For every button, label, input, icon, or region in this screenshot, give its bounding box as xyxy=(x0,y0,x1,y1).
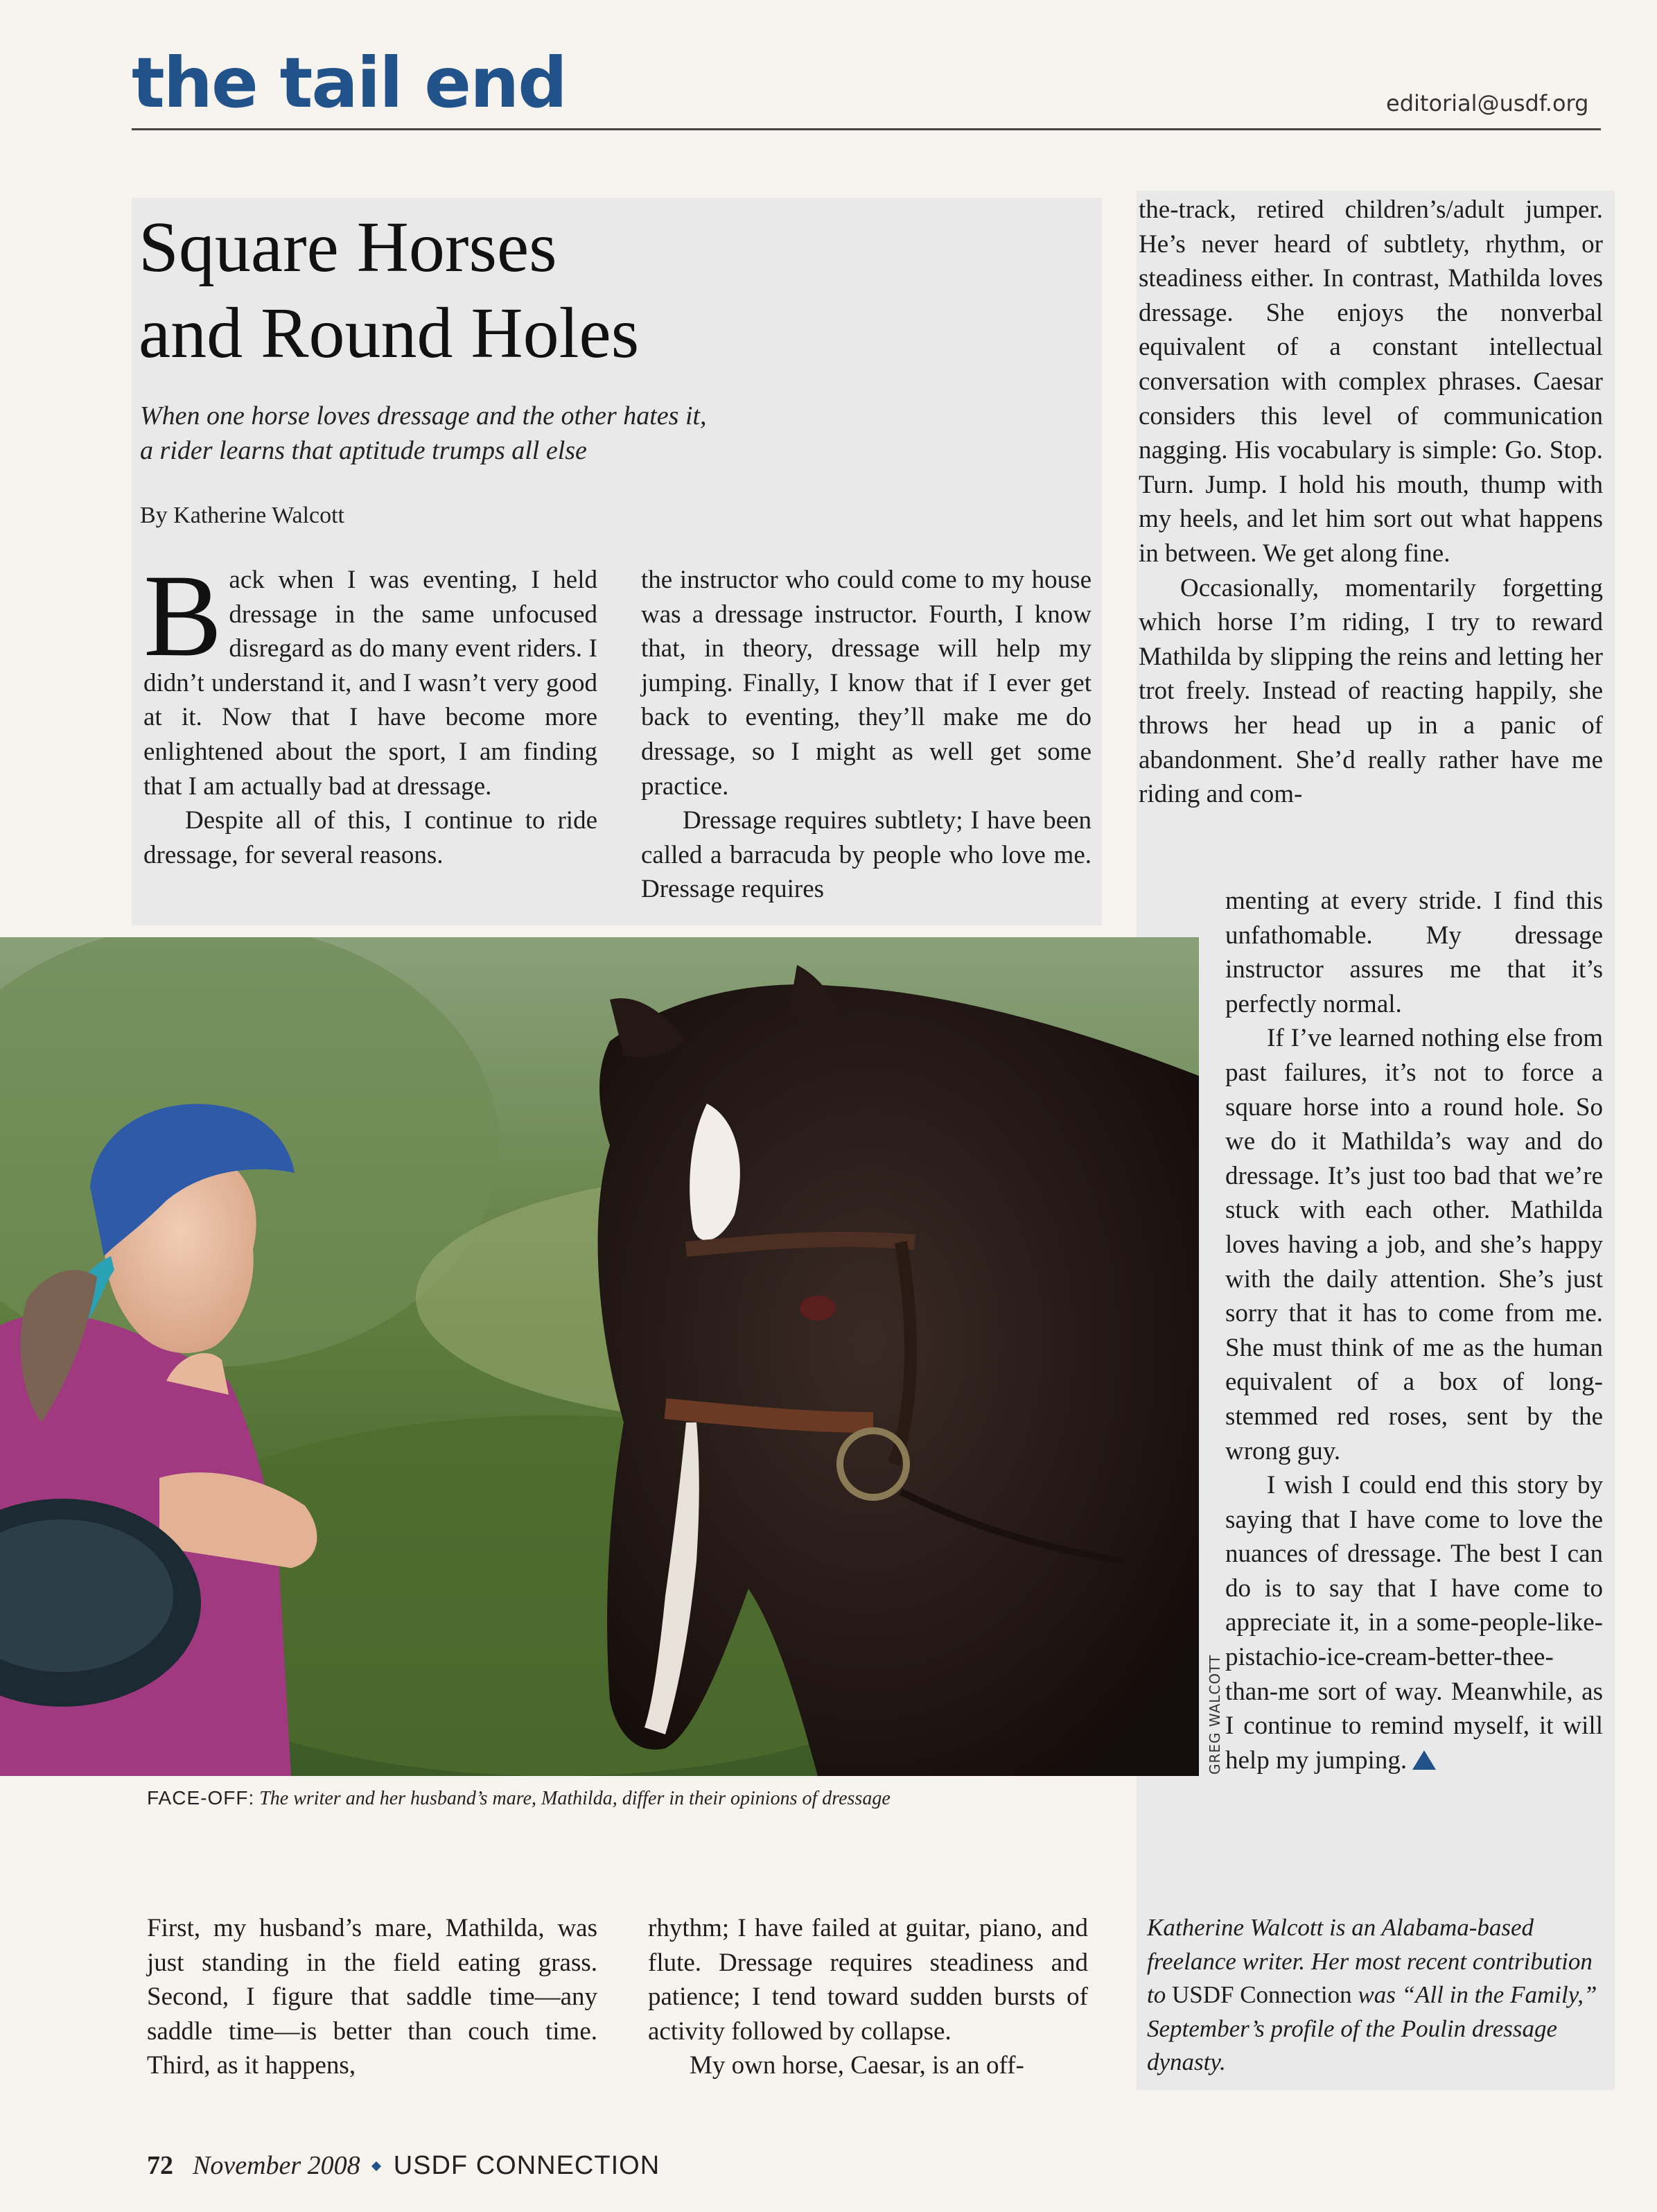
column-a xyxy=(143,550,597,872)
page-footer xyxy=(147,2150,660,2181)
paragraph xyxy=(143,550,597,803)
paragraph-text: ack when I was eventing, I held dressage in the same unfocused disregard as do many event riders. I didn’t understand it, and I wasn’t very good at it. Now that I have become more enlightened about the sport, I am finding that I am actually bad at dressage. xyxy=(143,566,597,801)
paragraph: Occasionally, momentarily forgetting which horse I’m riding, I try to reward Mathilda by slipping the reins and letting her trot freely. Instead of reacting happily, she throws her head up in a panic of abandonment. She’d really rather have me riding and com- xyxy=(1139,573,1603,809)
byline: By Katherine Walcott xyxy=(140,503,344,528)
header-email: editorial@usdf.org xyxy=(1386,90,1589,116)
page-number: 72 xyxy=(147,2151,173,2180)
drop-cap: B xyxy=(143,550,222,681)
photo-credit-text: GREG WALCOTT xyxy=(1207,1654,1223,1775)
end-triangle-icon xyxy=(1412,1750,1436,1770)
bio-text: was “All in the Family,” September’s profile of the Poulin dressage dynasty. xyxy=(1147,1981,1597,2076)
column-b-lower xyxy=(648,1911,1088,2083)
caption-text: The writer and her husband’s mare, Mathilda, differ in their opinions of dressage xyxy=(259,1788,891,1809)
headline-line-1: Square Horses xyxy=(139,207,557,287)
paragraph: the instructor who could come to my house was a dressage instructor. Fourth, I know that, in theory, dressage will help my jumping. Finally, I know that if I ever get back to eventing, they’ll make me do dressage, so I might as well get some practice. xyxy=(641,566,1091,801)
column-b xyxy=(641,563,1091,907)
column-c-continued xyxy=(1225,884,1603,1777)
diamond-icon xyxy=(371,2161,381,2171)
article-headline xyxy=(139,204,1109,376)
paragraph: Dressage requires subtlety; I have been called a barracuda by people who love me. Dressage requires xyxy=(641,806,1091,904)
column-c xyxy=(1139,193,1603,812)
paragraph xyxy=(1225,1468,1603,1777)
photo-caption xyxy=(147,1787,891,1810)
photo-illustration xyxy=(0,937,1199,1776)
column-a-lower xyxy=(147,1911,597,2083)
paragraph: My own horse, Caesar, is an off- xyxy=(690,2051,1024,2080)
photo-credit xyxy=(1201,1643,1222,1775)
paragraph: the-track, retired children’s/adult jumper. He’s never heard of subtlety, rhythm, or steadiness either. In contrast, Mathilda loves dressage. She enjoys the nonverbal equivalent of a constant intellectual conversation with complex phrases. Caesar considers this level of communication nagging. His vocabulary is simple: Go. Stop. Turn. Jump. I hold his mouth, thump with my heels, and let him sort out what happens in between. We get along fine. xyxy=(1139,195,1603,568)
author-bio xyxy=(1147,1911,1604,2080)
caption-lead: FACE-OFF: xyxy=(147,1787,255,1809)
deck-line-2: a rider learns that aptitude trumps all else xyxy=(140,436,587,465)
bio-publication: USDF Connection xyxy=(1171,1981,1352,2009)
headline-line-2: and Round Holes xyxy=(139,293,640,373)
paragraph: menting at every stride. I find this unfathomable. My dressage instructor assures me that it’s perfectly normal. xyxy=(1225,887,1603,1018)
header-divider xyxy=(132,128,1601,130)
paragraph: Despite all of this, I continue to ride dressage, for several reasons. xyxy=(143,806,597,869)
publication-name: USDF CONNECTION xyxy=(393,2151,660,2180)
article-photo xyxy=(0,937,1199,1776)
deck-line-1: When one horse loves dressage and the other hates it, xyxy=(140,401,707,430)
bio-text: Katherine Walcott is an Alabama-based freelance writer. Her most recent contribution to xyxy=(1147,1914,1593,2009)
paragraph-text: I wish I could end this story by saying that I have come to love the nuances of dressage. The best I can do is to say that I have come to appreciate it, in a some-people-like-pistachio-ice-cream-better-thee-than-me sort of way. Meanwhile, as I continue to remind myself, it will help my jumping. xyxy=(1225,1471,1603,1775)
paragraph: rhythm; I have failed at guitar, piano, and flute. Dressage requires steadiness and patience; I tend toward sudden bursts of activity followed by collapse. xyxy=(648,1914,1088,2046)
paragraph: First, my husband’s mare, Mathilda, was just standing in the field eating grass. Second, I figure that saddle time—any saddle time—is better than couch time. Third, as it happens, xyxy=(147,1914,597,2080)
article-deck xyxy=(140,399,1110,468)
paragraph: If I’ve learned nothing else from past failures, it’s not to force a square horse into a round hole. So we do it Mathilda’s way and do dressage. It’s just too bad that we’re stuck with each other. Mathilda loves having a job, and she’s happy with the daily attention. She’s just sorry that it has to come from me. She must think of me as the human equivalent of a box of long-stemmed red roses, sent by the wrong guy. xyxy=(1225,1024,1603,1465)
issue-date: November 2008 xyxy=(193,2151,360,2180)
section-title: the tail end xyxy=(132,42,566,123)
